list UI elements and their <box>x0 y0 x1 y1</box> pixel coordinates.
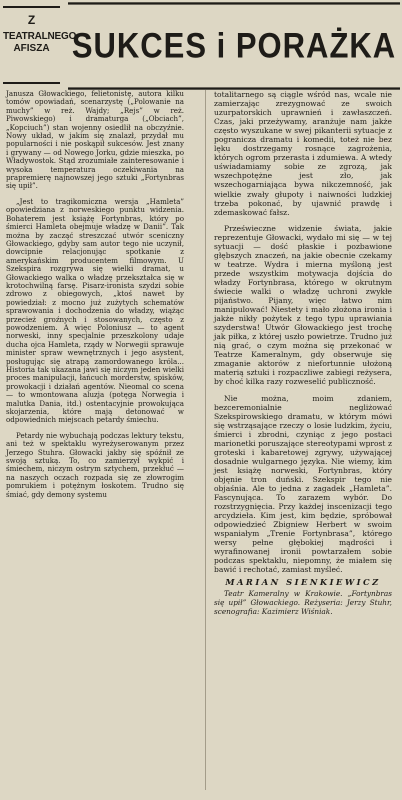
article-paragraph-5: Prześwieczne widzenie świata, jakie reprezentuje Głowacki, wydało mi się — w tej sytuacji — dość płaskie i pozbawione głębszych znaczeń, na jakie obecnie czekamy w teatrze. Wydra i mierna myśloną jest przede wszystkim motywacja dojścia do władzy Fortynbrasa, którego w okrutnym świecie walki o władzę uchroni zwykłe pijaństwo. Pijany, więc łatwo nim manipulować! Niestety i mało złożona ironia i jakże nikły pożytek z tego typu uprawiania szyderstwa! Utwór Głowackiego jest trochę jak piłka, z której uszło powietrze. Trudno już nią grać, o czym można się przekonać w Teatrze Kameralnym, gdy obserwuje się zmaganie aktorów z niefortunnie ułożoną materią sztuki i rozpaczliwe zabiegi reżysera, by choć kilka razy rozweselić publiczność. <box>214 223 392 387</box>
rubric-line-1: Z <box>27 13 36 27</box>
author-byline: MARIAN SIENKIEWICZ <box>225 577 381 588</box>
article-paragraph-3: Petardy nie wybuchają podczas lektury tekstu, ani też w spektaklu wyreżyserowanym przez Jerzego Stuhra. Głowacki jakby się spóźnił ze swoją sztuką. To, co zamierzył wykpić i śmiechem, niczym ostrym sztychem, przekłuć — na naszych oczach rozpada się ze złowrogim pomrukiem i potężnym łoskotem. Trudno się śmiać, gdy demony systemu <box>6 430 184 499</box>
article-paragraph-1: Janusza Głowackiego, felietonistę, autora kilku tomów opowiadań, scenarzystę („Polowanie na muchy” w reż. Wajdy; „Rejs” w reż. Piwowskiego) i dramaturga („Obciach”, „Kopciuch”) stan wojenny osiedlił na obczyźnie. Nowy układ, w jakim się znalazł, przydał mu popularności i nie poskąpił sukcesów. Jest znany i grywany — od Nowego Jorku, gdzie mieszka, po Władywostok. Stąd zrozumiałe zainteresowanie i wysoka temperatura oczekiwania na prapremierę najnowszej jego sztuki „Fortynbras się upił”. <box>6 89 184 191</box>
article-headline: SUKCES i PORAŻKA <box>68 2 400 89</box>
production-credits: Teatr Kameralny w Krakowie. „Fortynbras się upił” Głowackiego. Reżyseria: Jerzy Stuhr, scenografia: Kazimierz Wiśniak. <box>214 589 392 616</box>
rubric-line-2: TEATRALNEGO <box>3 30 77 42</box>
section-rubric <box>3 6 77 84</box>
article-paragraph-4: totalitarnego są ciągle wśród nas, wcale nie zamierzając zrezygnować ze swoich uzurpatorskich uprawnień i zawłaszczeń. Czas, jaki przeżywamy, aranżuje nam jakże często wyszukane w swej pikanterii sytuacje z pogranicza dramatu i komedii, toteż nie bez lęku dostrzegamy rosnące zagrożenia, których ogrom przerasta i zdumiewa. A wtedy uświadamiamy sobie ze zgrozą, jak wszechpotężne jest zło, jak wszechogarniająca bywa nikczemność, jak wielkie zwały głupoty i naiwności ludzkiej trzeba pokonać, by ujawnić prawdę i zdemaskować fałsz. <box>214 90 392 217</box>
article-paragraph-2: „Jest to tragikomiczna wersja „Hamleta” opowiedziana z norweskiego punktu widzenia. Bohaterem jest książę Fortynbras, który po śmierci Hamleta obejmuje władzę w Danii”. Tak można by zacząć streszczać utwór sceniczny Głowackiego, gdyby sam autor tego nie uczynił, dowcipnie relacjonując spotkanie z amerykańskim producentem filmowym. U Szekspira rozgrywa się wielki dramat, u Głowackiego walka o władzę przekształca się w krotochwilną farsę. Pisarz-ironista szydzi sobie zdrowo z obiegowych, „ktoś nawet by powiedział: z mocno już zużytych schematów sprawowania i dochodzenia do władzy, wiążąc przecież groźnych i stosowanych, często z powodzeniem. A więc Poloniusz — to agent norweski, inny specjalnie przeszkolony udaje ducha ojca Hamleta, rządy w Norwegii sprawuje minister spraw wewnętrznych i jego asystent, posługując się atrapą zamordowanego króla... Historia tak ukazana jawi się niczym jeden wielki proces manipulacji, łańcuch morderstw, spisków, prowokacji i działań agentów. Nieomal co scena — to wmontowana aluzja (potęga Norwegia i malutka Dania, itd.) ostentacyjnie prowokująca skojarzenia, które mają detonować w odpowiednich miejscach petardy śmiechu. <box>6 196 184 425</box>
article-column-right <box>214 90 392 794</box>
rubric-line-3: AFISZA <box>13 43 50 55</box>
article-paragraph-6: Nie można, moim zdaniem, bezceremonialnie negliżować Szekspirowskiego dramatu, w którym mówi się wstrząsające rzeczy o losie ludzkim, życiu, śmierci i zbrodni, czyniąc z jego postaci marionetki poruszające stereotypami wprost z groteski i kabaretowej zgrywy, używającej dosadnie wulgarnego języka. Nie wiemy, kim jest książę norweski, Fortynbras, który objęnie tron duński. Szekspir tego nie objaśnia. Ale to jedna z zagadek „Hamleta”. Fascynująca. To zarazem wybór. Do rozstrzygnięcia. Przy każdej inscenizacji tego arcydzieła. Kim jest, kim będzie, spróbował odpowiedzieć Zbigniew Herbert w swoim wspaniałym „Trenie Fortynbrasa”, którego wersy pełne głębokiej mądrości i wyrafinowanej ironii powtarzałem sobie podczas spektaklu, niepomny, że miałem się bawić i rechotać, zamiast myśleć. <box>214 393 392 575</box>
column-divider <box>205 90 206 790</box>
article-column-left <box>6 90 184 794</box>
